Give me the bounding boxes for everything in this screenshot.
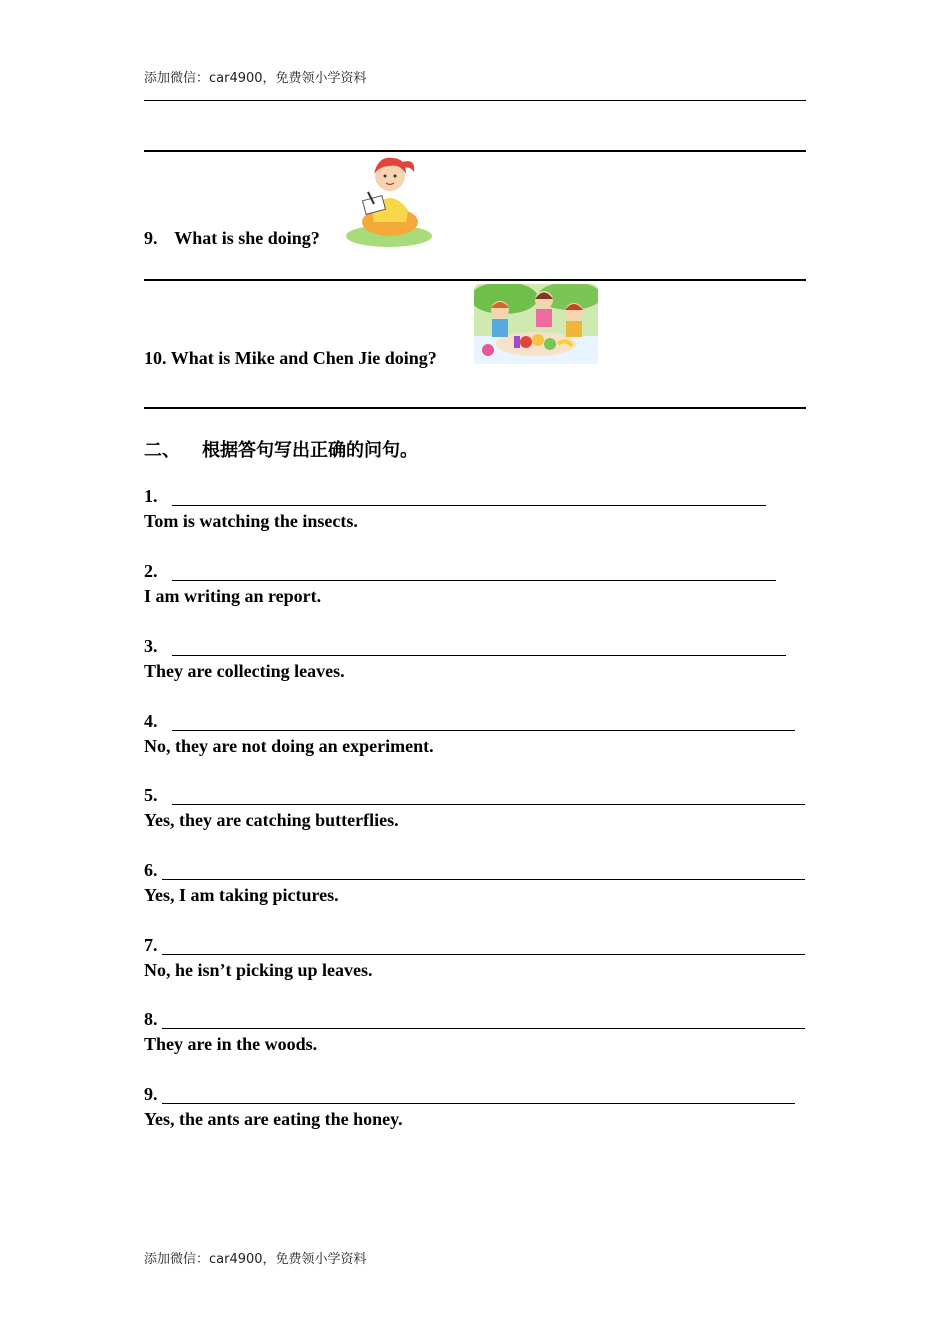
question-blank[interactable] [172, 804, 805, 805]
question-blank[interactable] [162, 1028, 805, 1029]
item-number: 8. [144, 1009, 158, 1029]
picture-question-10 [144, 348, 437, 369]
answer-sentence: Yes, I am taking pictures. [144, 885, 339, 905]
question-blank[interactable] [162, 879, 805, 880]
answer-sentence: They are in the woods. [144, 1034, 318, 1054]
answer-line [144, 407, 806, 409]
picture-question-9 [144, 228, 320, 249]
page-footer: 添加微信：car4900，免费领小学资料 [144, 1252, 367, 1267]
item-number: 3. [144, 636, 158, 656]
question-blank[interactable] [162, 1103, 795, 1104]
item-number: 9. [144, 1084, 158, 1104]
answer-sentence: No, he isn’t picking up leaves. [144, 960, 373, 980]
children-picnic-illustration [474, 284, 598, 364]
item-number: 2. [144, 561, 158, 581]
answer-sentence: I am writing an report. [144, 586, 322, 606]
girl-writing-illustration [344, 152, 434, 248]
section-heading [144, 436, 418, 462]
answer-sentence: They are collecting leaves. [144, 661, 345, 681]
question-blank[interactable] [172, 580, 776, 581]
question-blank[interactable] [172, 505, 766, 506]
section-title: 根据答句写出正确的问句。 [202, 440, 418, 461]
answer-sentence: Tom is watching the insects. [144, 511, 358, 531]
question-number: 10. [144, 348, 167, 368]
answer-sentence: No, they are not doing an experiment. [144, 736, 434, 756]
item-number: 1. [144, 486, 158, 506]
answer-sentence: Yes, they are catching butterflies. [144, 810, 399, 830]
item-number: 5. [144, 785, 158, 805]
item-number: 7. [144, 935, 158, 955]
question-text: What is she doing? [174, 228, 320, 248]
page-header: 添加微信：car4900，免费领小学资料 [144, 71, 367, 86]
question-number: 9. [144, 228, 158, 248]
question-text: What is Mike and Chen Jie doing? [170, 348, 437, 368]
item-number: 6. [144, 860, 158, 880]
question-blank[interactable] [172, 655, 786, 656]
answer-line [144, 150, 806, 152]
question-blank[interactable] [172, 730, 795, 731]
answer-sentence: Yes, the ants are eating the honey. [144, 1109, 403, 1129]
section-number: 二、 [144, 440, 180, 461]
item-number: 4. [144, 711, 158, 731]
question-blank[interactable] [162, 954, 805, 955]
answer-line [144, 279, 806, 281]
answer-line [144, 100, 806, 101]
